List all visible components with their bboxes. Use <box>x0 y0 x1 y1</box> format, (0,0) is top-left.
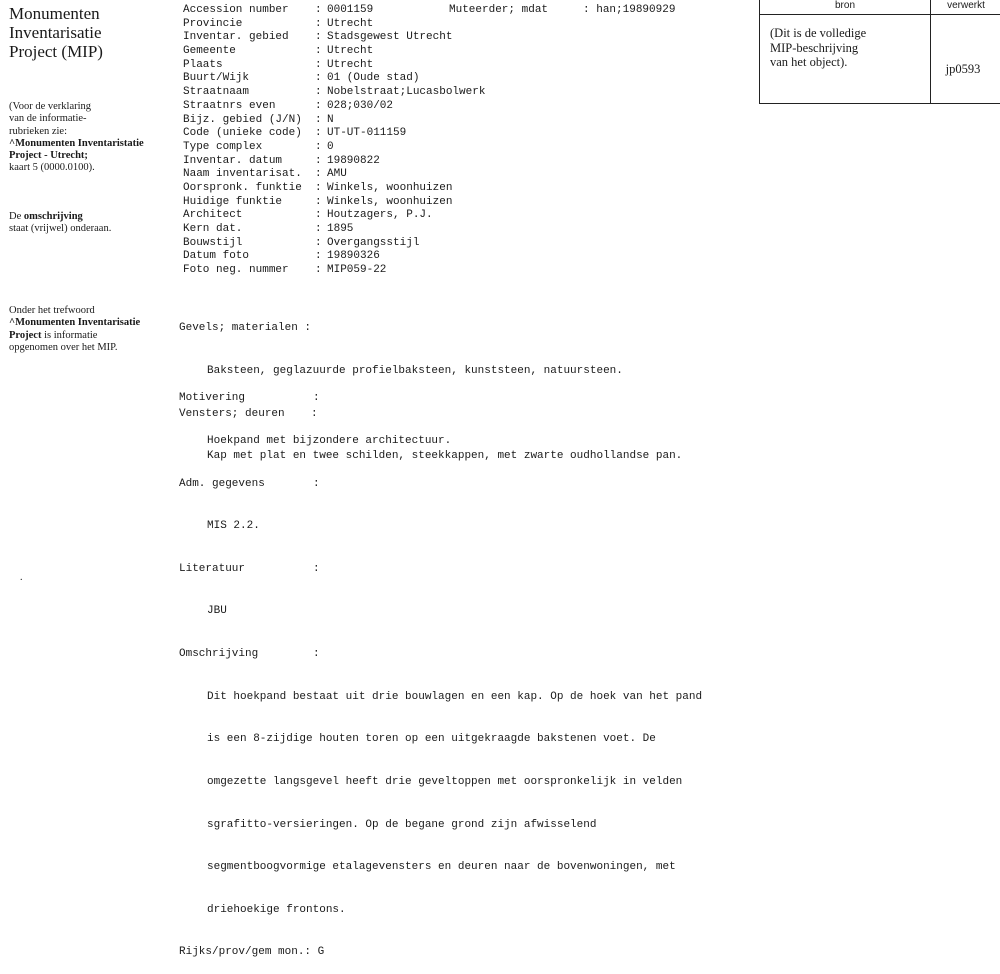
omschrijving-line: omgezette langsgevel heeft drie geveltoppen met oorspronkelijk in velden <box>207 775 683 788</box>
field-sep: : <box>315 140 322 153</box>
bron-table <box>759 0 1000 104</box>
mutator-sep: : <box>583 4 590 16</box>
field-label: Architect <box>183 209 243 222</box>
field-value: 028;030/02 <box>327 99 394 112</box>
field-label: Bouwstijl <box>183 236 243 249</box>
field-label: Foto neg. nummer <box>183 264 289 277</box>
field-row <box>183 86 485 100</box>
field-label: Accession number <box>183 4 289 16</box>
bron-table-divider <box>930 0 931 103</box>
keyword-note-line: Onder het trefwoord <box>9 305 95 316</box>
field-row <box>183 127 485 141</box>
omschrijving-line: is een 8-zijdige houten toren op een uitgekraagde bakstenen voet. De <box>207 733 656 746</box>
field-row <box>183 100 485 114</box>
field-row <box>183 114 485 128</box>
field-sep: : <box>315 45 322 58</box>
field-row <box>183 45 485 59</box>
field-row <box>183 223 485 237</box>
field-label: Straatnrs even <box>183 99 276 112</box>
rijks-monument: Rijks/prov/gem mon.: G <box>179 946 325 959</box>
field-value: Utrecht <box>327 17 374 30</box>
omschrijving-line: Dit hoekpand bestaat uit drie bouwlagen en een kap. Op de hoek van het pand <box>207 690 703 703</box>
keyword-note-line: opgenomen over het MIP. <box>9 341 118 353</box>
motivering-value: Hoekpand met bijzondere architectuur. <box>207 435 452 448</box>
vensters-value: Kap met plat en twee schilden, steekkappen, met zwarte oudhollandse pan. <box>207 450 683 463</box>
field-row <box>183 72 485 86</box>
motivering-label: Motivering <box>179 392 246 405</box>
field-sep: : <box>315 113 322 126</box>
field-label: Oorspronk. funktie <box>183 181 302 194</box>
field-sep: : <box>315 58 322 71</box>
field-row <box>183 237 485 251</box>
field-value: AMU <box>327 168 347 181</box>
verwerkt-code: jp0593 <box>945 62 981 76</box>
field-label: Gemeente <box>183 45 236 58</box>
bron-text-line: MIP-beschrijving <box>770 40 859 55</box>
field-label: Inventar. datum <box>183 154 283 167</box>
literatuur-label: Literatuur <box>179 562 246 575</box>
adm-colon: : <box>313 477 320 490</box>
omschrijving-colon: : <box>313 648 320 661</box>
field-row <box>183 196 485 210</box>
field-value: 19890326 <box>327 250 380 263</box>
description-note-line: staat (vrijwel) onderaan. <box>9 223 112 235</box>
field-row <box>183 141 485 155</box>
legend-note-line: van de informatie- <box>9 113 87 125</box>
field-sep: : <box>315 72 322 85</box>
legend-note-line: (Voor de verklaring <box>9 101 92 112</box>
bron-text-line: (Dit is de volledige <box>770 26 867 40</box>
field-value: Overgangsstijl <box>327 236 420 249</box>
adm-value: MIS 2.2. <box>207 520 260 533</box>
field-label: Buurt/Wijk <box>183 72 250 85</box>
title-line-1: Monumenten <box>9 4 100 23</box>
field-value: 0001159 <box>327 4 374 16</box>
field-row <box>183 18 485 32</box>
field-sep: : <box>315 31 322 44</box>
stray-dot: . <box>20 572 23 583</box>
field-row <box>183 59 485 73</box>
keyword-note-bold: ^Monumenten Inventarisatie <box>9 317 141 329</box>
field-value: Stadsgewest Utrecht <box>327 31 453 44</box>
field-sep: : <box>315 99 322 112</box>
legend-note-line: rubrieken zie: <box>9 125 68 137</box>
field-label: Type complex <box>183 140 263 153</box>
field-sep: : <box>315 209 322 222</box>
legend-note <box>9 101 169 175</box>
field-value: 0 <box>327 140 334 153</box>
field-value: Nobelstraat;Lucasbolwerk <box>327 86 486 99</box>
field-value: N <box>327 113 334 126</box>
record-fields <box>183 4 485 278</box>
field-row <box>183 31 485 45</box>
field-row <box>183 168 485 182</box>
keyword-note-bold: Project <box>9 329 42 341</box>
field-value: 01 (Oude stad) <box>327 72 420 85</box>
field-row <box>183 4 485 18</box>
field-sep: : <box>315 264 322 277</box>
omschrijving-label: Omschrijving <box>179 648 259 661</box>
description-note <box>9 211 169 236</box>
keyword-note <box>9 305 169 354</box>
field-label: Naam inventarisat. <box>183 168 302 181</box>
field-row <box>183 250 485 264</box>
field-sep: : <box>315 127 322 140</box>
field-row <box>183 155 485 169</box>
field-sep: : <box>315 168 322 181</box>
bron-description <box>770 26 920 70</box>
field-value: Houtzagers, P.J. <box>327 209 433 222</box>
field-sep: : <box>315 154 322 167</box>
field-label: Bijz. gebied (J/N) <box>183 113 302 126</box>
omschrijving-line: driehoekige frontons. <box>207 903 346 916</box>
field-label: Straatnaam <box>183 86 250 99</box>
mutator-label: Muteerder; mdat <box>449 4 549 16</box>
field-sep: : <box>315 223 322 235</box>
field-value: Utrecht <box>327 58 374 71</box>
vensters-label: Vensters; deuren : <box>179 407 318 420</box>
field-sep: : <box>315 250 322 263</box>
field-label: Huidige funktie <box>183 195 283 208</box>
legend-note-bold: Project - Utrecht; <box>9 150 88 162</box>
field-sep: : <box>315 195 322 208</box>
field-label: Plaats <box>183 58 223 71</box>
field-sep: : <box>315 4 322 16</box>
field-row <box>183 264 485 278</box>
bron-column-header: bron <box>834 0 855 11</box>
bron-table-header <box>760 0 1000 15</box>
title-line-3: Project (MIP) <box>9 42 103 61</box>
adm-label: Adm. gegevens <box>179 477 265 490</box>
legend-note-bold: ^Monumenten Inventaristatie <box>9 137 144 149</box>
field-label: Kern dat. <box>183 223 243 235</box>
description-note-pre: De <box>9 211 24 222</box>
field-value: MIP059-22 <box>327 264 387 277</box>
field-label: Inventar. gebied <box>183 31 289 44</box>
omschrijving-line: sgrafitto-versieringen. Op de begane grond zijn afwisselend <box>207 818 597 831</box>
field-row <box>183 182 485 196</box>
field-label: Code (unieke code) <box>183 127 302 140</box>
field-value: Utrecht <box>327 45 374 58</box>
field-value: Winkels, woonhuizen <box>327 195 453 208</box>
mutator-value: han;19890929 <box>596 4 676 16</box>
title-line-2: Inventarisatie <box>9 23 102 42</box>
mip-title <box>9 4 169 61</box>
keyword-note-rest: is informatie <box>41 329 98 341</box>
motivering-colon: : <box>313 392 320 405</box>
field-value: 1895 <box>327 223 354 235</box>
literatuur-value: JBU <box>207 605 227 618</box>
field-sep: : <box>315 17 322 30</box>
omschrijving-line: segmentboogvormige etalagevensters en deuren naar de bovenwoningen, met <box>207 861 676 874</box>
field-sep: : <box>315 86 322 99</box>
field-label: Datum foto <box>183 250 250 263</box>
verwerkt-column-header: verwerkt <box>947 0 985 11</box>
gevels-value: Baksteen, geglazuurde profielbaksteen, kunststeen, natuursteen. <box>207 365 623 378</box>
description-note-bold: omschrijving <box>23 211 83 222</box>
literatuur-colon: : <box>313 562 320 575</box>
gevels-label: Gevels; materialen : <box>179 322 312 335</box>
field-row <box>183 209 485 223</box>
field-sep: : <box>315 181 322 194</box>
description-section <box>179 363 702 974</box>
field-value: UT-UT-011159 <box>327 127 407 140</box>
field-label: Provincie <box>183 17 243 30</box>
field-value: 19890822 <box>327 154 380 167</box>
field-value: Winkels, woonhuizen <box>327 181 453 194</box>
legend-note-line: kaart 5 (0000.0100). <box>9 162 95 174</box>
field-sep: : <box>315 236 322 249</box>
bron-text-line: van het object). <box>770 55 848 69</box>
